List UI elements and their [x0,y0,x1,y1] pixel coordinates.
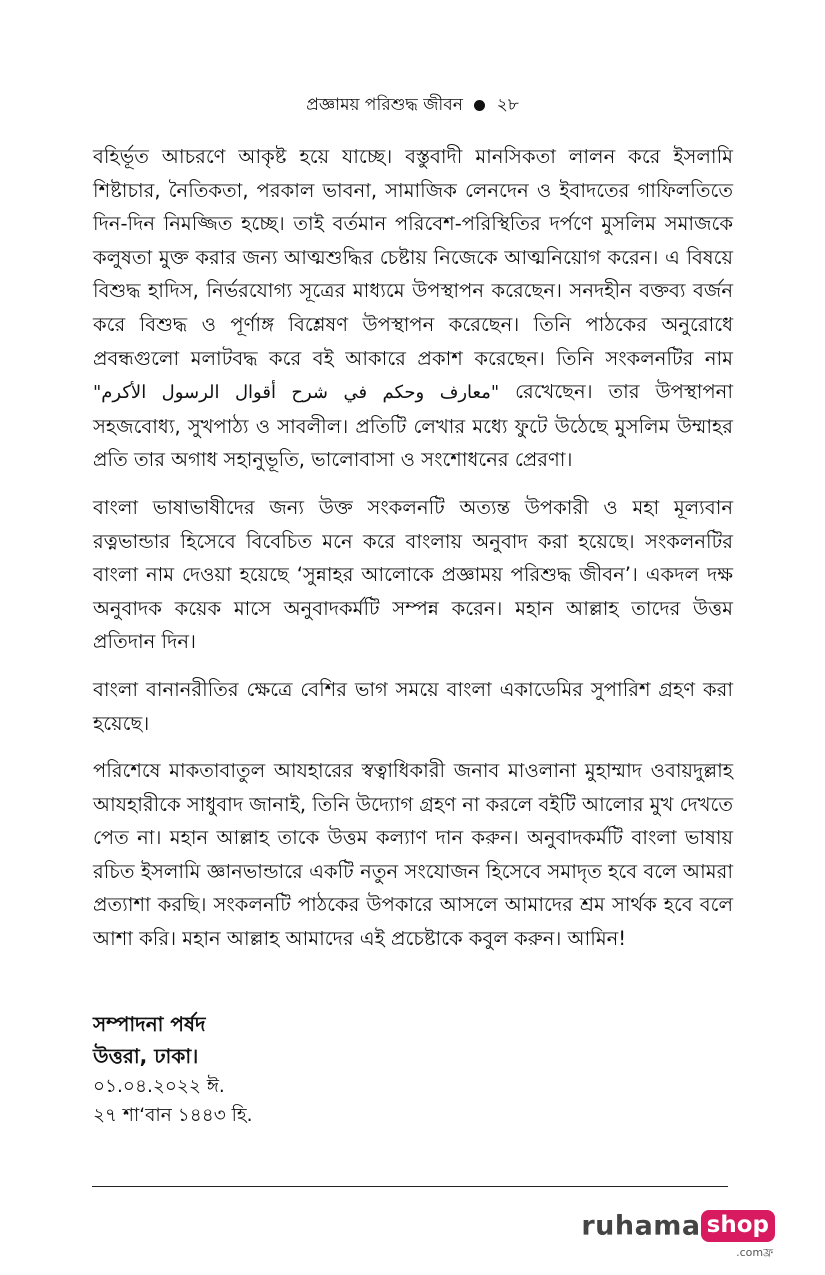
running-header [0,92,825,120]
paragraph-3: বাংলা বানানরীতির ক্ষেত্রে বেশির ভাগ সময়ে বাংলা একাডেমির সুপারিশ গ্রহণ করা হয়েছে। [93,677,733,735]
paragraph-1-text-b: রেখেছেন। তার উপস্থাপনা সহজবোধ্য, সুখপাঠ্য ও সাবলীল। প্রতিটি লেখার মধ্যে ফুটে উঠেছে মুসলিম উম্মাহর প্রতি তার অগাধ সহানুভূতি, ভালোবাসা ও সংশোধনের প্রেরণা। [93,380,733,472]
logo-text-main: ruhama [581,1210,701,1242]
signature-place: উত্তরা, ঢাকা। [93,1044,199,1068]
page-number: ২৮ [496,95,519,115]
logo-text-box: shop [701,1210,775,1242]
footer-divider [92,1186,728,1187]
logo-text-suffix: .comফ্র [736,1246,773,1259]
arabic-book-title: "معارف وحكم في شرح أقوال الرسول الأكرم" [93,382,500,404]
paragraph-1-text-a: বহির্ভূত আচরণে আকৃষ্ট হয়ে যাচ্ছে। বস্তুবাদী মানসিকতা লালন করে ইসলামি শিষ্টাচার, নৈতিকতা, পরকাল ভাবনা, সামাজিক লেনদেন ও ইবাদতের গাফিলতিতে দিন-দিন নিমজ্জিত হচ্ছে। তাই বর্তমান পরিবেশ-পরিস্থিতির দর্পণে মুসলিম সমাজকে কলুষতা মুক্ত করার জন্য আত্মশুদ্ধির চেষ্টায় নিজেকে আত্মনিয়োগ করেন। এ বিষয়ে বিশুদ্ধ হাদিস, নির্ভরযোগ্য সূত্রের মাধ্যমে উপস্থাপন করেছেন। সনদহীন বক্তব্য বর্জন করে বিশুদ্ধ ও পূর্ণাঙ্গ বিশ্লেষণ উপস্থাপন করেছেন। তিনি পাঠকের অনুরোধে প্রবন্ধগুলো মলাটবদ্ধ করে বই আকারে প্রকাশ করেছেন। তিনি সংকলনটির নাম [93,145,733,370]
signature-block [93,1008,733,1130]
main-content [93,140,733,970]
running-header-title: প্রজ্ঞাময় পরিশুদ্ধ জীবন [306,95,463,115]
date-gregorian: ০১.০৪.২০২২ ঈ. [93,1076,225,1097]
date-hijri: ২৭ শা‘বান ১৪৪৩ হি. [93,1105,253,1126]
paragraph-4: পরিশেষে মাকতাবাতুল আযহারের স্বত্বাধিকারী জনাব মাওলানা মুহাম্মাদ ওবায়দুল্লাহ আযহারীকে সাধুবাদ জানাই, তিনি উদ্যোগ গ্রহণ না করলে বইটি আলোর মুখ দেখতে পেত না। মহান আল্লাহ তাকে উত্তম কল্যাণ দান করুন। অনুবাদকর্মটি বাংলা ভাষায় রচিত ইসলামি জ্ঞানভান্ডারে একটি নতুন সংযোজন হিসেবে সমাদৃত হবে বলে আমরা প্রত্যাশা করছি। সংকলনটি পাঠকের উপকারে আসলে আমাদের শ্রম সার্থক হবে বলে আশা করি। মহান আল্লাহ আমাদের এই প্রচেষ্টাকে কবুল করুন। আমিন! [93,759,734,951]
bullet-dot-icon [474,100,485,111]
editorial-board: সম্পাদনা পর্ষদ [93,1012,206,1036]
paragraph-1 [93,140,733,477]
ruhamashop-logo [581,1210,775,1259]
paragraph-2: বাংলা ভাষাভাষীদের জন্য উক্ত সংকলনটি অত্যন্ত উপকারী ও মহা মূল্যবান রত্নভান্ডার হিসেবে বিবেচিত মনে করে বাংলায় অনুবাদ করা হয়েছে। সংকলনটির বাংলা নাম দেওয়া হয়েছে ‘সুন্নাহর আলোকে প্রজ্ঞাময় পরিশুদ্ধ জীবন’। একদল দক্ষ অনুবাদক কয়েক মাসে অনুবাদকর্মটি সম্পন্ন করেন। মহান আল্লাহ তাদের উত্তম প্রতিদান দিন। [93,495,733,654]
